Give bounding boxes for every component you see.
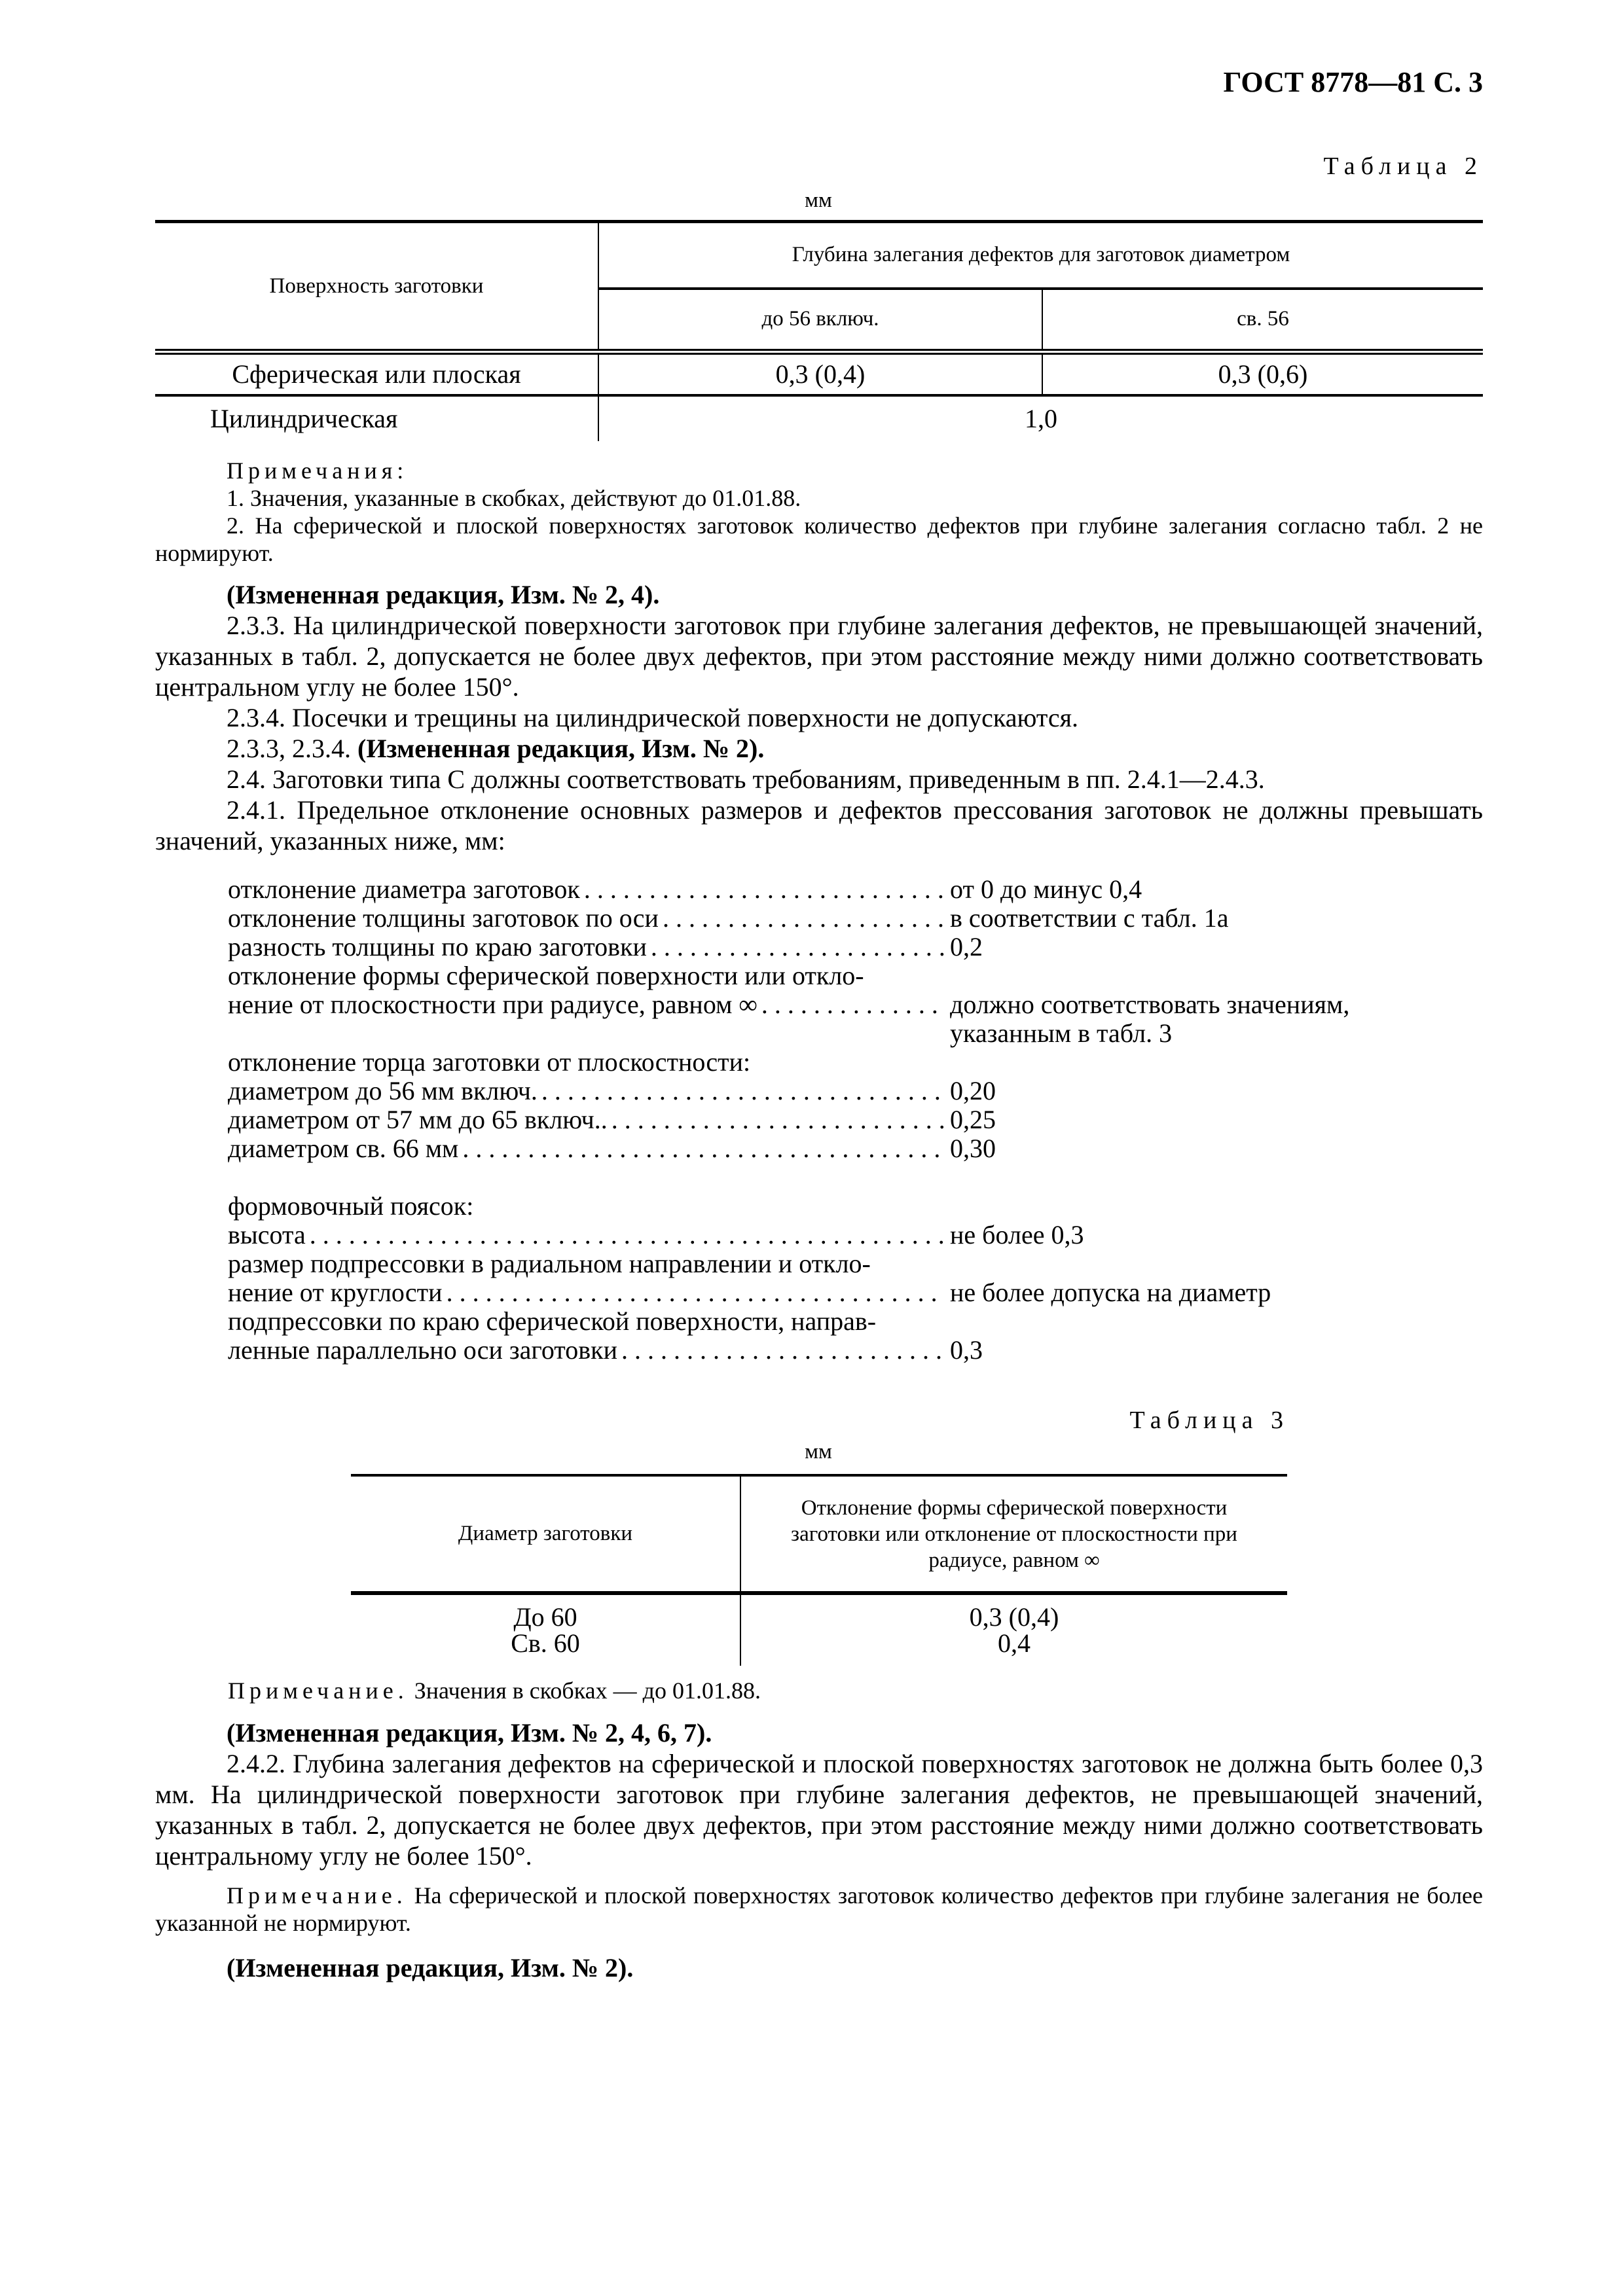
- body-section-2: [155, 1677, 1483, 1983]
- note-2: 2. На сферической и плоской поверхностях заготовок количество дефектов при глубине залегания согласно табл. 2 не нормируют.: [155, 512, 1483, 566]
- list-item: диаметром от 57 мм до 65 включ.. . . . 0,25: [228, 1105, 1483, 1134]
- table2-cell-surface: Цилиндрическая: [155, 395, 598, 441]
- table2-header-depth: Глубина залегания дефектов для заготовок диаметром: [598, 222, 1483, 289]
- paragraph-2-4-1: 2.4.1. Предельное отклонение основных размеров и дефектов прессования заготовок не должны превышать значений, указанных ниже, мм:: [155, 795, 1483, 855]
- note-1: 1. Значения, указанные в скобках, действуют до 01.01.88.: [227, 485, 801, 511]
- note-text: Значения в скобках — до 01.01.88.: [408, 1677, 761, 1704]
- paragraph-revision: 2.3.3, 2.3.4. (Измененная редакция, Изм. № 2).: [227, 734, 765, 763]
- tolerance-list: [228, 875, 1483, 1365]
- table3-values: 0,3 (0,4) 0,4: [969, 1602, 1059, 1658]
- revision-note: (Измененная редакция, Изм. № 2).: [357, 734, 765, 763]
- revision-note: (Измененная редакция, Изм. № 2).: [227, 1953, 634, 1982]
- table-row: [155, 395, 1483, 441]
- list-item: высота . . . не более 0,3: [228, 1221, 1483, 1249]
- paragraph-2-4-2: 2.4.2. Глубина залегания дефектов на сферической и плоской поверхностях заготовок не должна быть более 0,3 мм. На цилиндрической поверхности заготовок при глубине залегания дефектов, не превышающей значений, указанных в табл. 2, допускается не более двух дефектов, при этом расстояние между ними должно соответствовать центральному углу не более 150°.: [155, 1749, 1483, 1871]
- list-item: отклонение диаметра заготовок . . . от 0 до минус 0,4: [228, 875, 1483, 904]
- list-item: нение от плоскостности при радиусе, равном ∞ . . . должно соответствовать значениям,: [228, 990, 1483, 1019]
- paragraph-2-3-3: 2.3.3. На цилиндрической поверхности заготовок при глубине залегания дефектов, не превышающей значений, указанных в табл. 2, допускается не более двух дефектов, при этом расстояние между ними должно соответствовать центральном углу не более 150°.: [155, 611, 1483, 702]
- table2-cell-surface: Сферическая или плоская: [155, 352, 598, 395]
- table2-subheader-2: св. 56: [1042, 289, 1483, 352]
- table2-subheader-1: до 56 включ.: [598, 289, 1042, 352]
- table3-diameters: До 60 Св. 60: [351, 1593, 740, 1666]
- note-title: Примечание.: [227, 1882, 407, 1909]
- list-item: диаметром до 56 мм включ. . . . 0,20: [228, 1077, 1483, 1105]
- table2: [155, 220, 1483, 441]
- table3-header-diameter: Диаметр заготовки: [351, 1475, 740, 1593]
- note-text: На сферической и плоской поверхностях заготовок количество дефектов при глубине залегания не более указанной не нормируют.: [155, 1882, 1483, 1936]
- list-item: указанным в табл. 3: [950, 1018, 1173, 1048]
- list-item: диаметром св. 66 мм . . . 0,30: [228, 1134, 1483, 1163]
- table2-cell-v: 1,0: [1025, 404, 1057, 433]
- body-section-1: [155, 579, 1483, 856]
- list-item: отклонение толщины заготовок по оси . . . в соответствии с табл. 1а: [228, 904, 1483, 933]
- table3-unit: мм: [805, 1440, 832, 1463]
- table2-unit: мм: [805, 188, 832, 212]
- table-row: [351, 1593, 1287, 1666]
- paragraph-2-3-4: 2.3.4. Посечки и трещины на цилиндрической поверхности не допускаются.: [227, 703, 1078, 732]
- paragraph-2-4: 2.4. Заготовки типа С должны соответствовать требованиям, приведенным в пп. 2.4.1—2.4.3.: [227, 764, 1265, 794]
- table3-caption: Таблица 3: [1129, 1407, 1289, 1434]
- table2-header-surface: Поверхность заготовки: [155, 222, 598, 352]
- table-row: [155, 352, 1483, 395]
- list-item: нение от круглости . . . не более допуска на диаметр: [228, 1278, 1483, 1307]
- list-item: отклонение формы сферической поверхности или откло-: [228, 961, 864, 990]
- list-item: отклонение торца заготовки от плоскостности:: [228, 1047, 751, 1077]
- table2-notes: [155, 457, 1483, 567]
- table2-cell-v2: 0,3 (0,6): [1042, 352, 1483, 395]
- notes-title: Примечания:: [227, 457, 409, 484]
- table2-caption: Таблица 2: [1323, 152, 1483, 180]
- revision-note: (Измененная редакция, Изм. № 2, 4).: [227, 580, 660, 609]
- list-item: ленные параллельно оси заготовки . . . 0,3: [228, 1336, 1483, 1365]
- table3-header-deviation: Отклонение формы сферической поверхности заготовки или отклонение от плоскостности при радиусе, равном ∞: [740, 1475, 1287, 1593]
- table2-cell-v1: 0,3 (0,4): [598, 352, 1042, 395]
- page-header: ГОСТ 8778—81 С. 3: [1223, 66, 1483, 98]
- table3: [351, 1474, 1287, 1666]
- list-item: разность толщины по краю заготовки . . . 0,2: [228, 933, 1483, 961]
- list-item: размер подпрессовки в радиальном направлении и откло-: [228, 1249, 871, 1278]
- list-item: формовочный поясок:: [228, 1191, 474, 1221]
- list-item: подпрессовки по краю сферической поверхности, направ-: [228, 1306, 877, 1336]
- revision-note: (Измененная редакция, Изм. № 2, 4, 6, 7).: [227, 1718, 712, 1748]
- note-title: Примечание.: [228, 1677, 409, 1704]
